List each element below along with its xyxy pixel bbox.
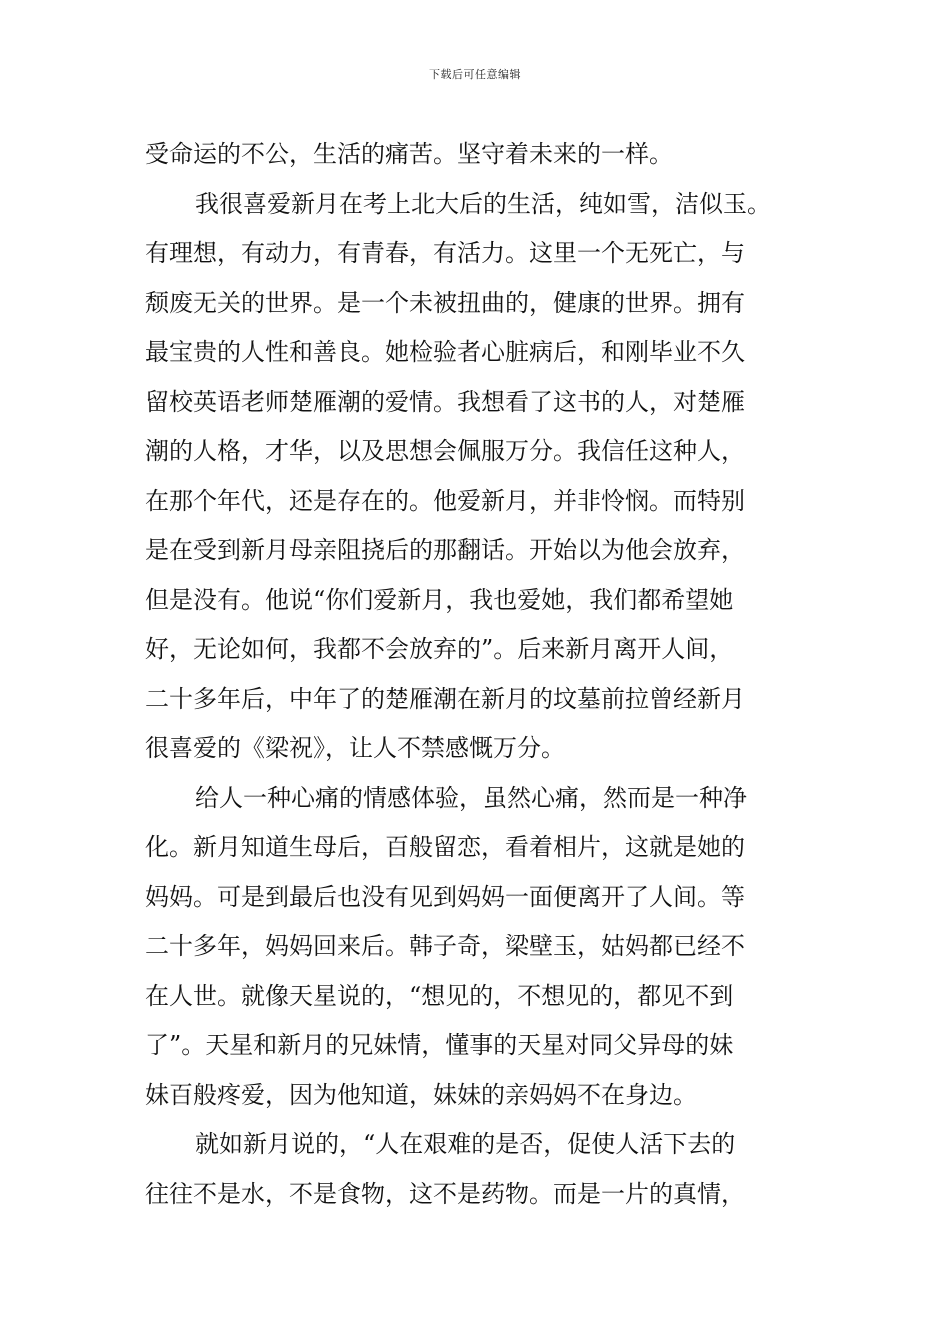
text-line: 我很喜爱新月在考上北大后的生活，纯如雪，洁似玉。 (195, 189, 771, 218)
text-line: 是在受到新月母亲阻挠后的那翻话。开始以为他会放弃， (145, 536, 745, 564)
text-line: 妈妈。可是到最后也没有见到妈妈一面便离开了人间。等 (145, 882, 745, 911)
text-line: 二十多年，妈妈回来后。韩子奇，梁壁玉，姑妈都已经不 (145, 932, 745, 960)
text-line: 往往不是水，不是食物，这不是药物。而是一片的真情， (145, 1179, 745, 1208)
text-line: 二十多年后，中年了的楚雁潮在新月的坟墓前拉曾经新月 (145, 684, 745, 713)
text-line: 化。新月知道生母后，百般留恋，看着相片，这就是她的 (145, 833, 745, 861)
text-line: 在人世。就像天星说的，“想见的，不想见的，都见不到 (145, 981, 734, 1010)
page-header: 下载后可任意编辑 (429, 68, 521, 81)
text-line: 有理想，有动力，有青春，有活力。这里一个无死亡，与 (145, 239, 745, 267)
text-line: 就如新月说的，“人在艰难的是否，促使人活下去的 (195, 1130, 736, 1158)
text-line: 了”。天星和新月的兄妹情，懂事的天星对同父异母的妹 (145, 1031, 734, 1059)
text-line: 好，无论如何，我都不会放弃的”。后来新月离开人间， (145, 635, 734, 663)
text-line: 妹百般疼爱，因为他知道，妹妹的亲妈妈不在身边。 (145, 1080, 697, 1109)
text-line: 很喜爱的《梁祝》，让人不禁感慨万分。 (145, 734, 565, 762)
text-line: 受命运的不公，生活的痛苦。坚守着未来的一样。 (145, 140, 673, 168)
text-line: 留校英语老师楚雁潮的爱情。我想看了这书的人，对楚雁 (145, 387, 745, 416)
text-line: 潮的人格，才华，以及思想会佩服万分。我信任这种人， (145, 437, 745, 465)
text-line: 给人一种心痛的情感体验，虽然心痛，然而是一种净 (195, 783, 747, 812)
body-text (145, 130, 825, 1219)
text-line: 但是没有。他说“你们爱新月，我也爱她，我们都希望她 (145, 585, 734, 614)
text-line: 颓废无关的世界。是一个未被扭曲的，健康的世界。拥有 (145, 288, 745, 317)
text-line: 最宝贵的人性和善良。她检验者心脏病后，和刚毕业不久 (145, 338, 745, 366)
text-line: 在那个年代，还是存在的。他爱新月，并非怜悯。而特别 (145, 486, 745, 515)
